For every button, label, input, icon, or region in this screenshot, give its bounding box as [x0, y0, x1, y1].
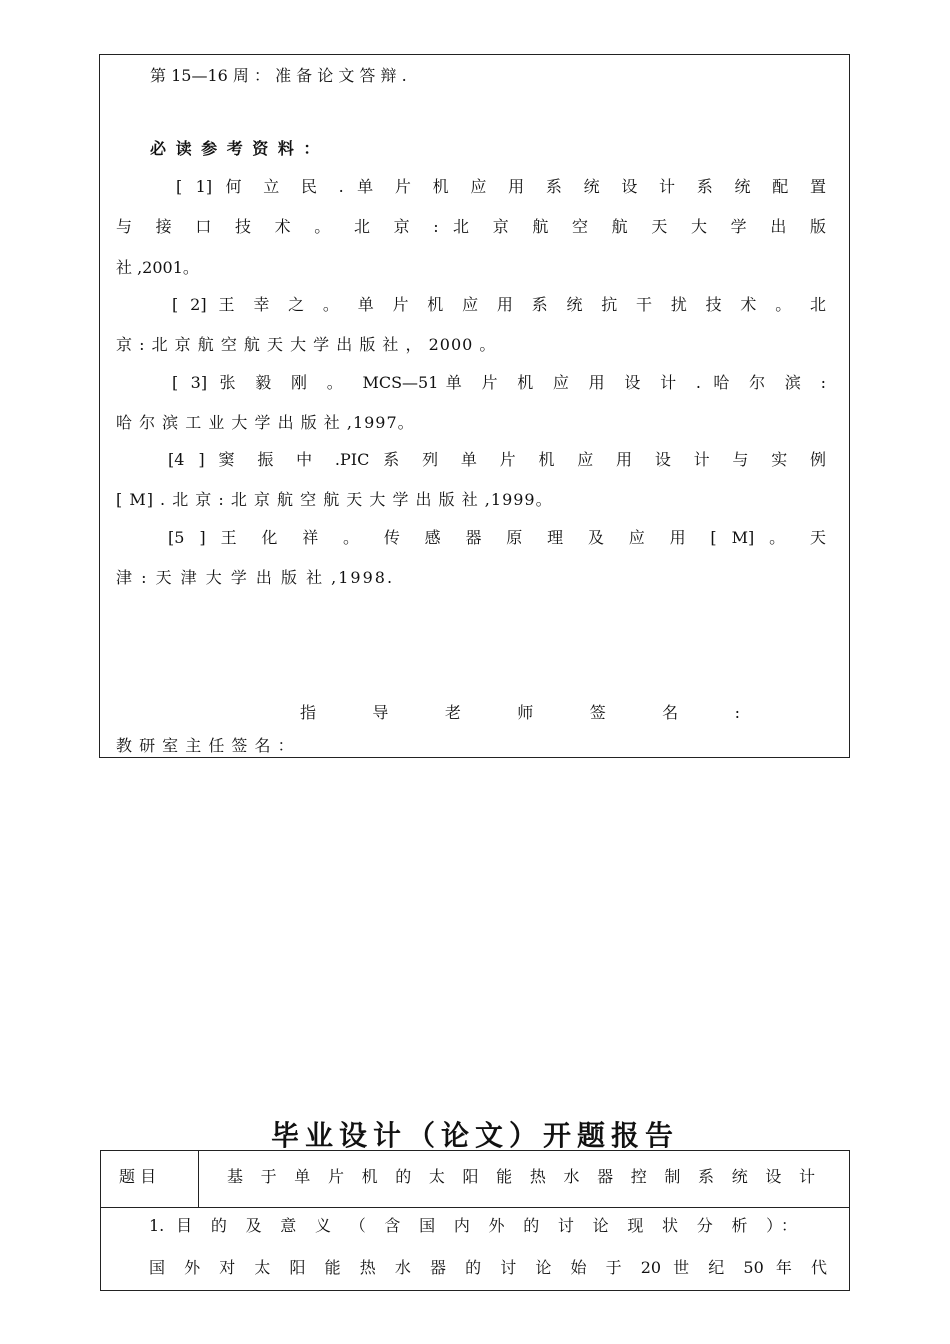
reference-3-line2: 哈 尔 滨 工 业 大 学 出 版 社 ,1997。 — [116, 413, 415, 432]
report-title: 毕业设计（论文）开题报告 — [270, 1119, 679, 1152]
week-schedule-line: 第 15—16 周 ： 准 备 论 文 答 辩 . — [150, 66, 407, 85]
references-heading: 必 读 参 考 资 料 ： — [150, 139, 322, 158]
topic-label: 题 目 — [119, 1167, 157, 1186]
reference-2-line2: 京 : 北 京 航 空 航 天 大 学 出 版 社 ， 2000 。 — [116, 335, 497, 354]
reference-3-line1: [ 3] 张 毅 刚 。 MCS—51单 片 机 应 用 设 计 . 哈 尔 滨 : — [172, 373, 826, 392]
reference-5-line2: 津 : 天 津 大 学 出 版 社 ,1998. — [116, 568, 395, 587]
reference-1-line1: [ 1] 何 立 民 . 单 片 机 应 用 系 统 设 计 系 统 配 置 — [176, 177, 826, 196]
reference-5-line1: [5 ] 王 化 祥 。 传 感 器 原 理 及 应 用 [ M] 。 天 — [168, 528, 826, 547]
reference-1-line3: 社 ,2001。 — [116, 258, 199, 277]
section-1-heading: 1. 目 的 及 意 义 （ 含 国 内 外 的 讨 论 现 状 分 析 ）： — [149, 1216, 797, 1235]
section-1-text: 国 外 对 太 阳 能 热 水 器 的 讨 论 始 于 20 世 纪 50 年 代 — [149, 1258, 827, 1277]
reference-2-line1: [ 2] 王 幸 之 。 单 片 机 应 用 系 统 抗 干 扰 技 术 。 北 — [172, 295, 826, 314]
report-table — [100, 1150, 850, 1291]
reference-4-line2: [ M] . 北 京 : 北 京 航 空 航 天 大 学 出 版 社 ,1999。 — [116, 490, 553, 509]
director-signature-label: 教 研 室 主 任 签 名 ： — [116, 736, 295, 755]
advisor-signature-label: 指 导 老 师 签 名 : — [300, 703, 740, 722]
reference-1-line2: 与 接 口 技 术 。 北 京 : 北 京 航 空 航 天 大 学 出 版 — [116, 217, 826, 236]
reference-4-line1: [4 ] 窦 振 中 .PIC 系 列 单 片 机 应 用 设 计 与 实 例 — [168, 450, 826, 469]
task-book-table — [99, 54, 850, 758]
topic-value: 基 于 单 片 机 的 太 阳 能 热 水 器 控 制 系 统 设 计 — [227, 1167, 815, 1186]
row-divider — [101, 1207, 849, 1208]
topic-label-cell — [101, 1151, 199, 1207]
